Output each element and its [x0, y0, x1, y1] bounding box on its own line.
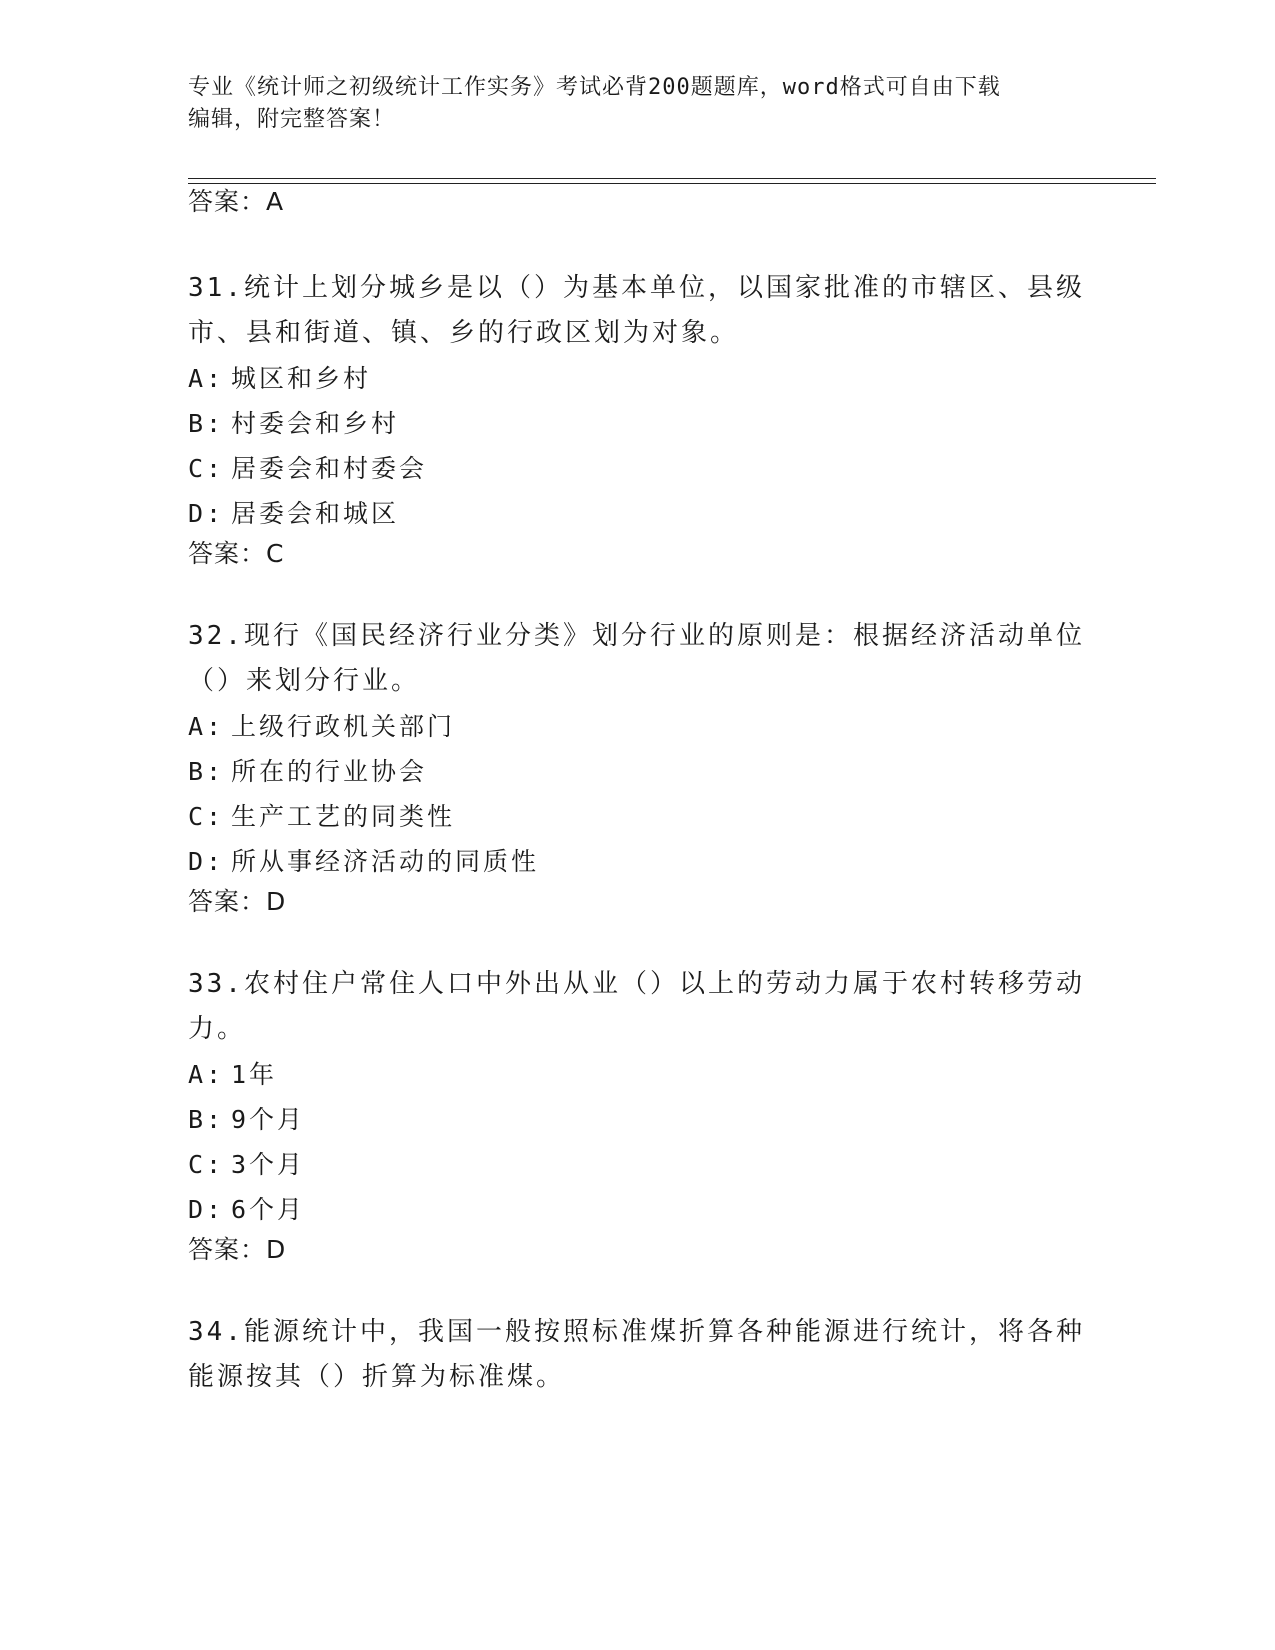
- question-33: [188, 962, 1088, 1268]
- option-text: 居委会和城区: [231, 499, 400, 528]
- answer-line: [188, 536, 1088, 572]
- option-b: [188, 1097, 1088, 1142]
- header-line-1: 专业《统计师之初级统计工作实务》考试必背200题题库，word格式可自由下载: [188, 75, 1001, 100]
- option-key: D:: [188, 1195, 225, 1224]
- question-text-line-2: 力。: [188, 1014, 247, 1044]
- option-text: 所从事经济活动的同质性: [231, 847, 540, 876]
- answer-label: 答案：: [188, 539, 267, 568]
- option-b: [188, 749, 1088, 794]
- answer-line: [188, 884, 1088, 920]
- option-key: A:: [188, 712, 225, 741]
- question-34: [188, 1310, 1088, 1400]
- answer-line: [188, 1232, 1088, 1268]
- answer-value: A: [266, 187, 285, 216]
- option-text: 上级行政机关部门: [231, 712, 456, 741]
- document-header: [188, 72, 1088, 136]
- option-key: A:: [188, 1060, 225, 1089]
- option-key: A:: [188, 364, 225, 393]
- answer-value: C: [266, 539, 285, 568]
- question-text-line-1: 34.能源统计中，我国一般按照标准煤折算各种能源进行统计，将各种: [188, 1317, 1085, 1347]
- question-text-line-2: 能源按其（）折算为标准煤。: [188, 1362, 566, 1392]
- option-a: [188, 704, 1088, 749]
- option-c: [188, 446, 1088, 491]
- answer-value: D: [266, 887, 287, 916]
- answer-label: 答案：: [188, 1235, 267, 1264]
- option-a: [188, 356, 1088, 401]
- option-key: C:: [188, 802, 225, 831]
- option-b: [188, 401, 1088, 446]
- option-text: 村委会和乡村: [231, 409, 400, 438]
- option-text: 城区和乡村: [231, 364, 372, 393]
- question-32: [188, 614, 1088, 920]
- question-text-line-1: 33.农村住户常住人口中外出从业（）以上的劳动力属于农村转移劳动: [188, 969, 1085, 999]
- option-key: C:: [188, 454, 225, 483]
- question-text-line-1: 32.现行《国民经济行业分类》划分行业的原则是：根据经济活动单位: [188, 621, 1085, 651]
- option-key: B:: [188, 1105, 225, 1134]
- option-c: [188, 1142, 1088, 1187]
- option-text: 6个月: [231, 1195, 306, 1224]
- option-d: [188, 491, 1088, 536]
- option-text: 所在的行业协会: [231, 757, 428, 786]
- answer-label: 答案：: [188, 887, 267, 916]
- option-text: 3个月: [231, 1150, 306, 1179]
- header-divider-top: [188, 178, 1156, 179]
- question-31: [188, 266, 1088, 572]
- option-c: [188, 794, 1088, 839]
- option-a: [188, 1052, 1088, 1097]
- question-text-line-2: 市、县和街道、镇、乡的行政区划为对象。: [188, 318, 740, 348]
- header-line-2: 编辑，附完整答案！: [188, 107, 396, 132]
- option-text: 居委会和村委会: [231, 454, 428, 483]
- option-key: B:: [188, 409, 225, 438]
- option-key: D:: [188, 847, 225, 876]
- option-key: B:: [188, 757, 225, 786]
- option-key: C:: [188, 1150, 225, 1179]
- option-key: D:: [188, 499, 225, 528]
- option-d: [188, 839, 1088, 884]
- option-text: 1年: [231, 1060, 278, 1089]
- question-text-line-2: （）来划分行业。: [188, 666, 421, 696]
- option-text: 生产工艺的同类性: [231, 802, 456, 831]
- answer-line-prev: [188, 184, 1088, 220]
- answer-label: 答案：: [188, 187, 267, 216]
- option-d: [188, 1187, 1088, 1232]
- answer-value: D: [266, 1235, 287, 1264]
- option-text: 9个月: [231, 1105, 306, 1134]
- question-text-line-1: 31.统计上划分城乡是以（）为基本单位，以国家批准的市辖区、县级: [188, 273, 1085, 303]
